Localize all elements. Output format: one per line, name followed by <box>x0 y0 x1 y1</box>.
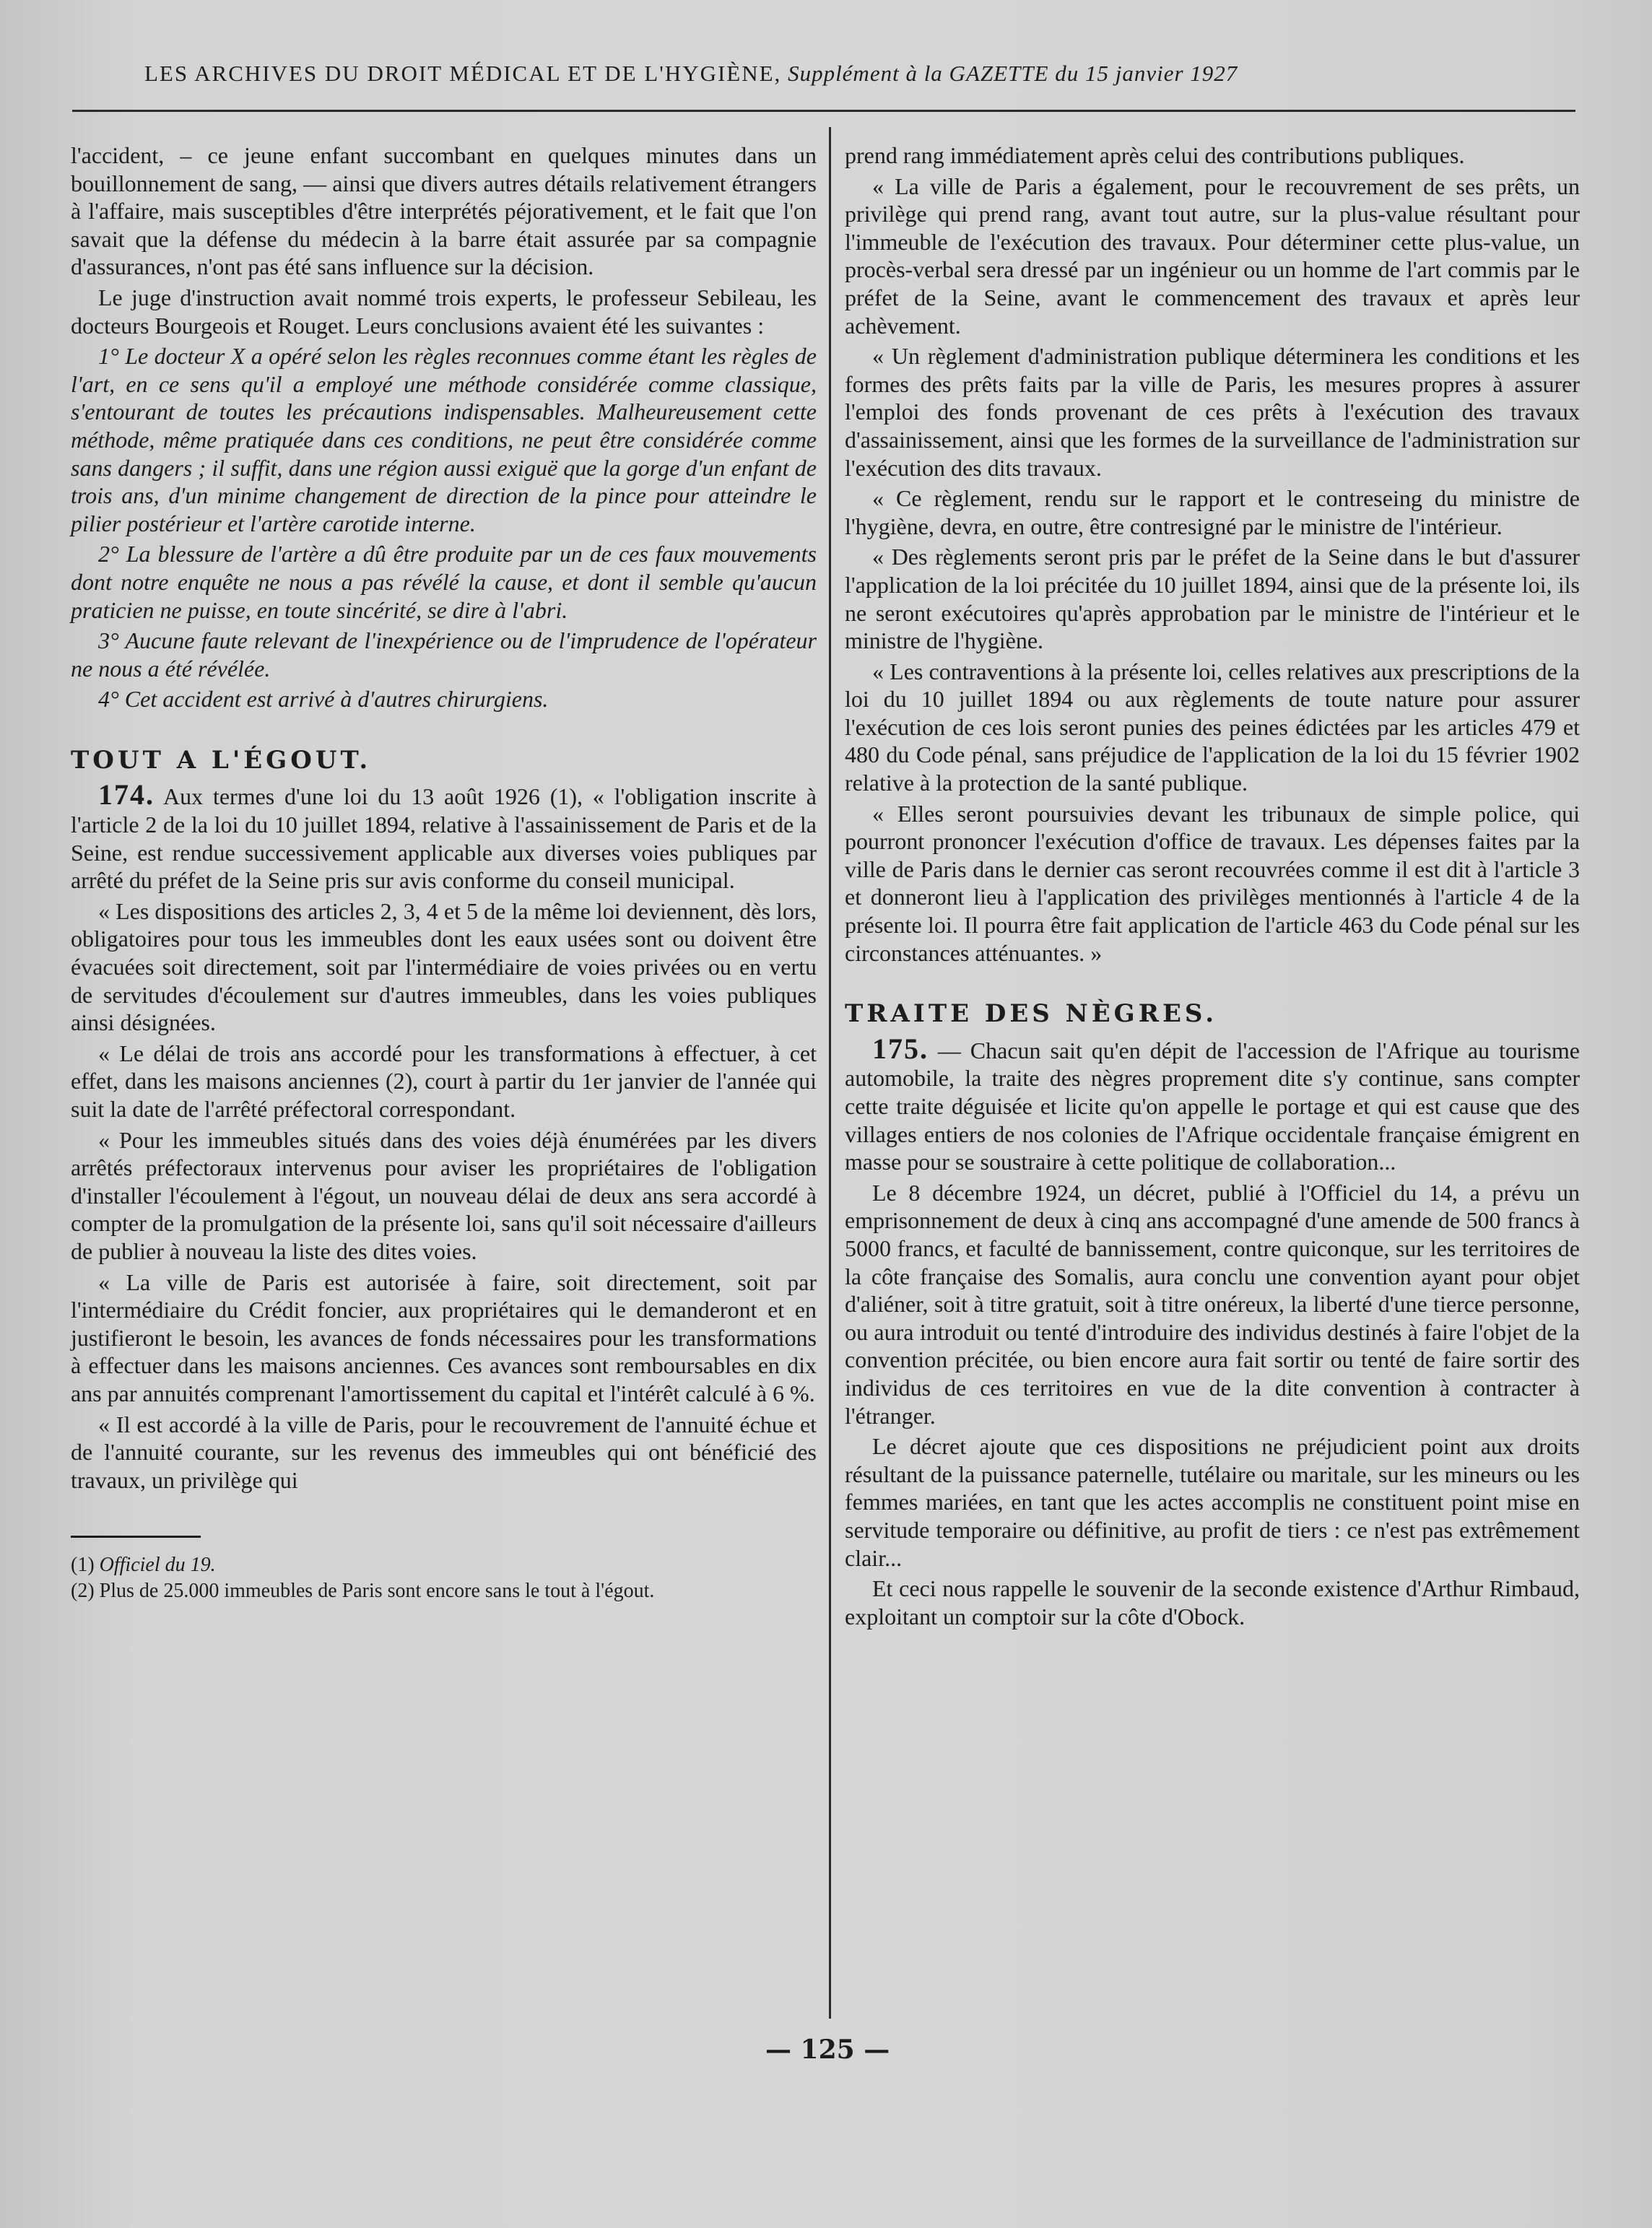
paragraph: « Le délai de trois ans accordé pour les transformations à effectuer, à cet effet, dans les maisons anciennes (2), court à partir du 1er janvier de l'année qui suit la date de l'arrêté préfectoral correspondant. <box>71 1040 817 1122</box>
paragraph: « Les dispositions des articles 2, 3, 4 et 5 de la même loi deviennent, dès lors, obligatoires pour tous les immeubles dont les eaux usées sont ou doivent être évacuées soit directement, soit par l'intermédiaire de voies privées ou en vertu de servitudes d'écoulement sur d'autres immeubles, dans les voies publiques ainsi désignées. <box>71 897 817 1036</box>
paragraph: Le 8 décembre 1924, un décret, publié à l'Officiel du 14, a prévu un emprisonnement de deux à cinq ans accompagné d'une amende de 500 francs à 5000 francs, et faculté de bannissement, contre quiconque, sur les territoires de la côte française des Somalis, aura conclu une convention ayant pour objet d'aliéner, soit à titre gratuit, soit à titre onéreux, la liberté d'une tierce personne, ou aura introduit ou tenté d'introduire des individus destinés à faire l'objet de la convention précitée, ou bien encore aura fait sortir ou tenté de faire sortir des individus de ces territoires en vue de la dite convention à contracter à l'étranger. <box>845 1179 1580 1429</box>
journal-title: LES ARCHIVES DU DROIT MÉDICAL ET DE L'HYGIÈNE, <box>144 61 782 86</box>
paragraph: l'accident, – ce jeune enfant succombant en quelques minutes dans un bouillonnement de sang, — ainsi que divers autres détails relativement étrangers à l'affaire, mais susceptibles d'être interprétés péjorativement, et le fait que l'on savait que la défense du médecin à la barre était assurée par sa compagnie d'assurances, n'ont pas été sans influence sur la décision. <box>71 142 817 280</box>
footnote-1: (1) Officiel du 19. <box>71 1554 216 1577</box>
supplement-line: Supplément à la GAZETTE du 15 janvier 1927 <box>788 61 1238 86</box>
right-column <box>845 142 1580 1633</box>
paragraph: Le juge d'instruction avait nommé trois experts, le professeur Sebileau, les docteurs Bourgeois et Rouget. Leurs conclusions avaient été les suivantes : <box>71 284 817 339</box>
paragraph: « Des règlements seront pris par le préfet de la Seine dans le but d'assurer l'application de la loi précitée du 10 juillet 1894, ainsi que de la présente loi, ils ne seront exécutoires qu'après approbation par le ministre de l'intérieur et le ministre de l'hygiène. <box>845 544 1580 654</box>
expert-conclusions <box>71 342 817 713</box>
conclusion-2: 2° La blessure de l'artère a dû être produite par un de ces faux mouvements dont notre enquête ne nous a pas révélé la cause, et dont il semble qu'aucun praticien ne puisse, en toute sincérité, se dire à l'abri. <box>71 541 817 623</box>
paragraph: « Pour les immeubles situés dans des voies déjà énumérées par les divers arrêtés préfectoraux intervenus pour aviser les propriétaires de l'obligation d'installer l'écoulement à l'égout, un nouveau délai de deux ans sera accordé à compter de la promulgation de la présente loi, sans qu'il soit nécessaire d'ailleurs de publier à nouveau la liste des dites voies. <box>71 1126 817 1264</box>
paragraph: « La ville de Paris est autorisée à faire, soit directement, soit par l'intermédiaire du Crédit foncier, aux propriétaires qui le demanderont et en justifieront le besoin, les avances de fonds nécessaires pour les transformations à effectuer dans les maisons anciennes. Ces avances sont remboursables en dix ans par annuités comprenant l'amortissement du capital et l'intérêt calculé à 6 %. <box>71 1269 817 1406</box>
paragraph: « Ce règlement, rendu sur le rapport et le contreseing du ministre de l'hygiène, devra, en outre, être contresigné par le ministre de l'intérieur. <box>845 485 1580 539</box>
paragraph: Le décret ajoute que ces dispositions ne préjudicient point aux droits résultant de la puissance paternelle, tutélaire ou maritale, sur les mineurs ou les femmes mariées, en tant que les actes accomplis ne constituent point mise en servitude temporaire ou définitive, au profit de tiers : ce n'est pas extrêmement clair... <box>845 1433 1580 1571</box>
paragraph: « Les contraventions à la présente loi, celles relatives aux prescriptions de la loi du 10 juillet 1894 ou aux règlements de toute nature pour assurer l'exécution de ces lois seront punies des peines édictées par les articles 479 et 480 du Code pénal, sans préjudice de l'application de la loi du 15 février 1902 relative à la protection de la santé publique. <box>845 658 1580 796</box>
column-divider <box>829 127 831 2019</box>
article-number: 174. <box>98 778 155 811</box>
left-column <box>71 142 817 1604</box>
paragraph: « Il est accordé à la ville de Paris, pour le recouvrement de l'annuité échue et de l'annuité courante, sur les revenus des immeubles qui ont bénéficié des travaux, un privilège qui <box>71 1411 817 1493</box>
article-174: 174. Aux termes d'une loi du 13 août 1926 (1), « l'obligation inscrite à l'article 2 de la loi du 10 juillet 1894, relative à l'assainissement de Paris et de la Seine, est rendue successivement applicable aux diverses voies publiques par arrêté du préfet de la Seine pris sur avis conforme du conseil municipal. <box>71 778 817 894</box>
paragraph: « La ville de Paris a également, pour le recouvrement de ses prêts, un privilège qui prend rang, avant tout autre, sur la plus-value résultant pour l'immeuble de l'exécution des travaux. Pour déterminer cette plus-value, un procès-verbal sera dressé par un ingénieur ou un homme de l'art commis par le préfet de la Seine, avant le commencement des travaux et après leur achèvement. <box>845 173 1580 339</box>
paragraph: « Un règlement d'administration publique déterminera les conditions et les formes des prêts faits par la ville de Paris, les mesures propres à assurer l'emploi des fonds provenant de ces prêts à l'exécution des travaux d'assainissement, ainsi que les formes de la surveillance de l'administration sur l'exécution des dits travaux. <box>845 343 1580 481</box>
paragraph: prend rang immédiatement après celui des contributions publiques. <box>845 142 1465 168</box>
paragraph: Et ceci nous rappelle le souvenir de la seconde existence d'Arthur Rimbaud, exploitant un comptoir sur la côte d'Obock. <box>845 1575 1580 1629</box>
footnote-2: (2) Plus de 25.000 immeubles de Paris sont encore sans le tout à l'égout. <box>71 1580 655 1603</box>
footnotes <box>71 1552 817 1604</box>
footnote-rule <box>71 1536 201 1538</box>
paragraph: « Elles seront poursuivies devant les tribunaux de simple police, qui pourront prononcer l'exécution d'office de travaux. Les dépenses faites par la ville de Paris dans le dernier cas seront recouvrées comme il est dit à l'article 3 et donneront lieu à l'application des privilèges mentionnés à l'article 4 de la présente loi. Il pourra être fait application de l'article 463 du Code pénal sur les circonstances atténuantes. » <box>845 800 1580 966</box>
conclusion-4: 4° Cet accident est arrivé à d'autres chirurgiens. <box>98 686 549 713</box>
page-number: — 125 — <box>765 2035 890 2065</box>
conclusion-1: 1° Le docteur X a opéré selon les règles reconnues comme étant les règles de l'art, en ce sens qu'il a employé une méthode considérée comme classique, s'entourant de toutes les précautions indispensables. Malheureusement cette méthode, même pratiquée dans ces conditions, ne peut être considérée comme sans dangers ; il suffit, dans une région aussi exiguë que la gorge d'un enfant de trois ans, d'un minime changement de direction de la pince pour atteindre le pilier postérieur et l'artère carotide interne. <box>71 343 817 536</box>
conclusion-3: 3° Aucune faute relevant de l'inexpérience ou de l'imprudence de l'opérateur ne nous a été révélée. <box>71 627 817 682</box>
section-title: TOUT A L'ÉGOUT. <box>71 745 372 775</box>
article-number: 175. <box>872 1032 929 1065</box>
article-175: 175. — Chacun sait qu'en dépit de l'accession de l'Afrique au tourisme automobile, la traite des nègres proprement dite s'y continue, sans compter cette traite déguisée et licite qu'on appelle le portage et qui est cause que des villages entiers de nos colonies de l'Afrique occidentale française émigrent en masse pour se soustraire à cette politique de collaboration... <box>845 1032 1581 1175</box>
header-rule <box>72 110 1575 112</box>
section-title: TRAITE DES NÈGRES. <box>845 999 1218 1029</box>
running-header <box>144 61 1495 87</box>
